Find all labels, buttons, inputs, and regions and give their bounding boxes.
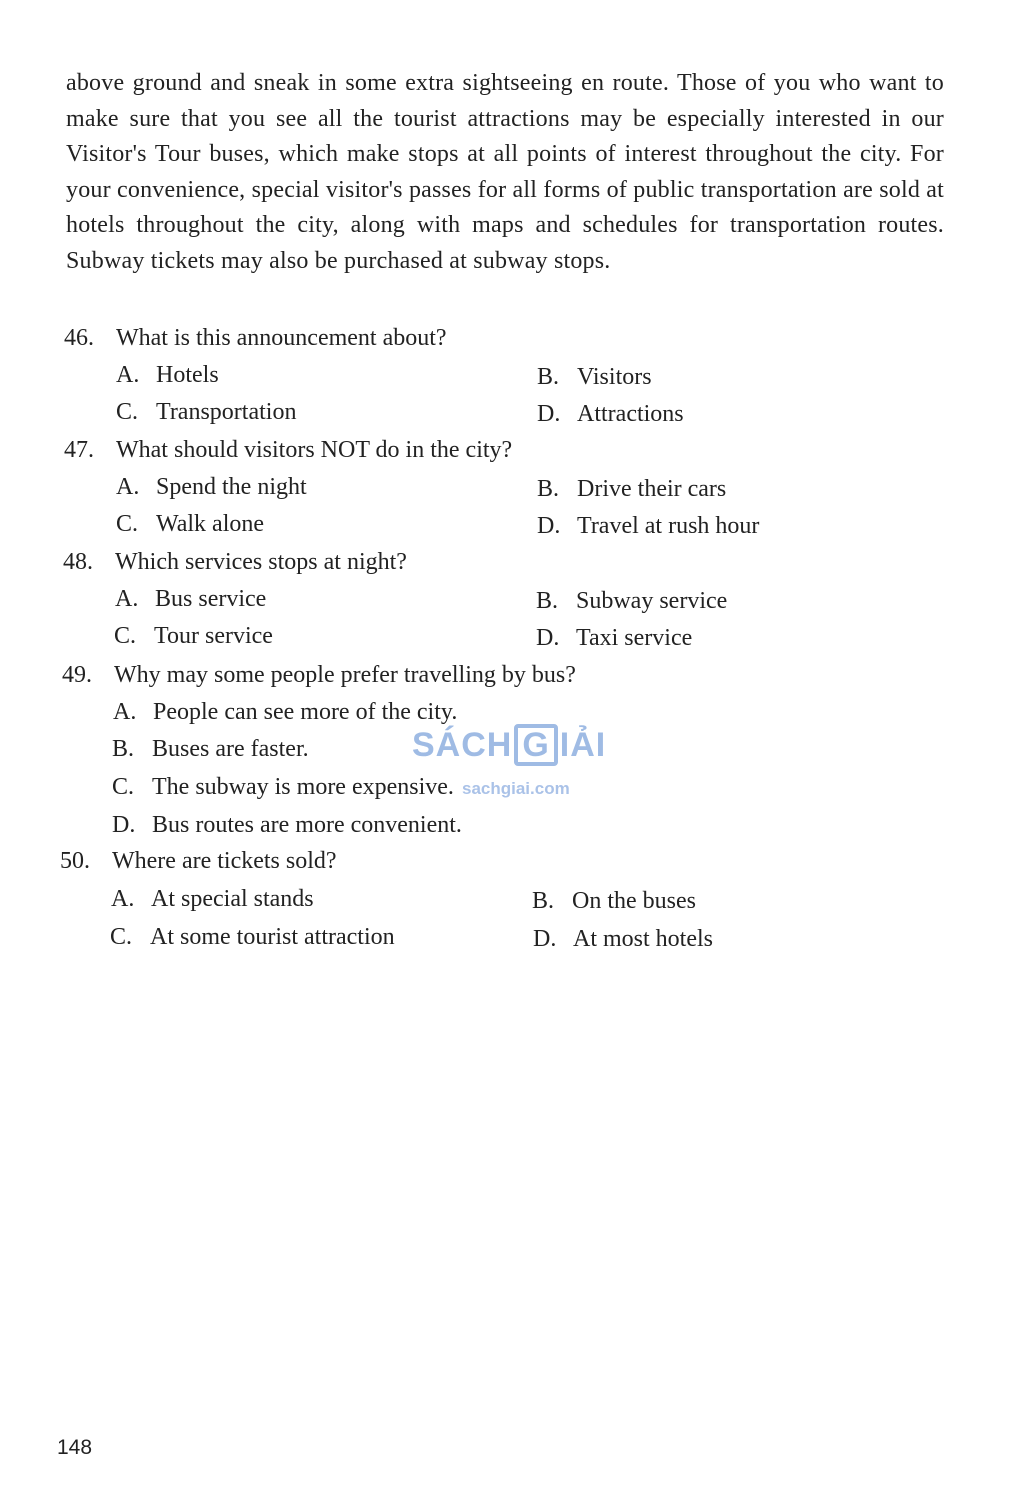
option-letter: C. xyxy=(110,924,133,950)
option-text: Buses are faster. xyxy=(152,736,309,762)
question-number: 47. xyxy=(64,437,94,463)
option-50-c[interactable] xyxy=(110,922,395,952)
option-letter: C. xyxy=(116,511,139,537)
option-46-a[interactable] xyxy=(116,360,219,390)
question-50 xyxy=(60,846,337,876)
option-49-d[interactable] xyxy=(112,810,462,840)
option-letter: C. xyxy=(116,399,139,425)
option-text: Bus service xyxy=(155,586,267,612)
option-text: Transportation xyxy=(156,399,297,425)
option-47-b[interactable] xyxy=(537,474,726,504)
option-letter: A. xyxy=(116,474,140,500)
option-letter: D. xyxy=(533,926,557,952)
watermark-logo-right: IẢI xyxy=(559,726,607,764)
option-text: Taxi service xyxy=(576,625,693,651)
option-text: The subway is more expensive. xyxy=(152,774,454,800)
option-text: Subway service xyxy=(576,588,728,614)
option-letter: D. xyxy=(537,513,561,539)
watermark-logo-box: G xyxy=(514,724,557,766)
option-48-b[interactable] xyxy=(536,586,727,616)
option-letter: B. xyxy=(532,888,555,914)
option-letter: A. xyxy=(111,886,135,912)
page-number: 148 xyxy=(57,1436,93,1459)
option-46-d[interactable] xyxy=(537,399,684,429)
question-47 xyxy=(64,435,512,465)
question-text: Why may some people prefer travelling by bus? xyxy=(114,662,576,688)
option-49-a[interactable] xyxy=(113,697,457,727)
option-text: On the buses xyxy=(572,888,696,914)
option-49-b[interactable] xyxy=(112,734,309,764)
option-letter: B. xyxy=(536,588,559,614)
option-47-d[interactable] xyxy=(537,511,759,541)
option-text: Attractions xyxy=(577,401,684,427)
option-letter: A. xyxy=(115,586,139,612)
option-text: Tour service xyxy=(154,623,273,649)
question-text: Where are tickets sold? xyxy=(112,848,337,874)
option-text: People can see more of the city. xyxy=(153,699,458,725)
option-46-b[interactable] xyxy=(537,362,652,392)
option-text: At most hotels xyxy=(573,926,714,952)
option-letter: A. xyxy=(116,362,140,388)
option-47-c[interactable] xyxy=(116,509,264,539)
reading-passage: above ground and sneak in some extra sightseeing en route. Those of you who want to make sure that you see all the tourist attractions may be especially interested in our Visitor's Tour buses, which make stops at all points of interest throughout the city. For your convenience, special visitor's passes for all forms of public transportation are sold at hotels throughout the city, along with maps and schedules for transportation routes. Subway tickets may also be purchased at subway stops. xyxy=(66,70,944,274)
watermark-url: sachgiai.com xyxy=(462,779,570,798)
option-text: Travel at rush hour xyxy=(577,513,760,539)
option-48-d[interactable] xyxy=(536,623,692,653)
option-50-a[interactable] xyxy=(111,884,314,914)
question-number: 46. xyxy=(64,325,94,351)
option-text: Spend the night xyxy=(156,474,307,500)
watermark-logo xyxy=(412,724,606,766)
question-49 xyxy=(62,660,576,690)
option-48-c[interactable] xyxy=(114,621,273,651)
option-letter: B. xyxy=(112,736,135,762)
option-text: At special stands xyxy=(151,886,314,912)
question-number: 48. xyxy=(63,549,93,575)
option-text: At some tourist attraction xyxy=(150,924,395,950)
question-text: What is this announcement about? xyxy=(116,325,447,351)
option-text: Walk alone xyxy=(156,511,265,537)
option-letter: B. xyxy=(537,476,560,502)
option-49-c[interactable] xyxy=(112,772,454,802)
option-48-a[interactable] xyxy=(115,584,266,614)
option-46-c[interactable] xyxy=(116,397,296,427)
question-text: Which services stops at night? xyxy=(115,549,407,575)
option-letter: C. xyxy=(114,623,137,649)
option-text: Drive their cars xyxy=(577,476,727,502)
option-text: Hotels xyxy=(156,362,219,388)
question-number: 50. xyxy=(60,848,90,874)
question-number: 49. xyxy=(62,662,92,688)
watermark-logo-left: SÁCH xyxy=(412,726,513,764)
option-47-a[interactable] xyxy=(116,472,307,502)
option-letter: D. xyxy=(536,625,560,651)
option-letter: A. xyxy=(113,699,137,725)
option-letter: D. xyxy=(112,812,136,838)
option-text: Visitors xyxy=(577,364,652,390)
option-letter: C. xyxy=(112,774,135,800)
option-50-b[interactable] xyxy=(532,886,696,916)
option-letter: B. xyxy=(537,364,560,390)
question-46 xyxy=(64,323,447,353)
option-letter: D. xyxy=(537,401,561,427)
option-text: Bus routes are more convenient. xyxy=(152,812,462,838)
question-48 xyxy=(63,547,407,577)
option-50-d[interactable] xyxy=(533,924,713,954)
question-text: What should visitors NOT do in the city? xyxy=(116,437,513,463)
